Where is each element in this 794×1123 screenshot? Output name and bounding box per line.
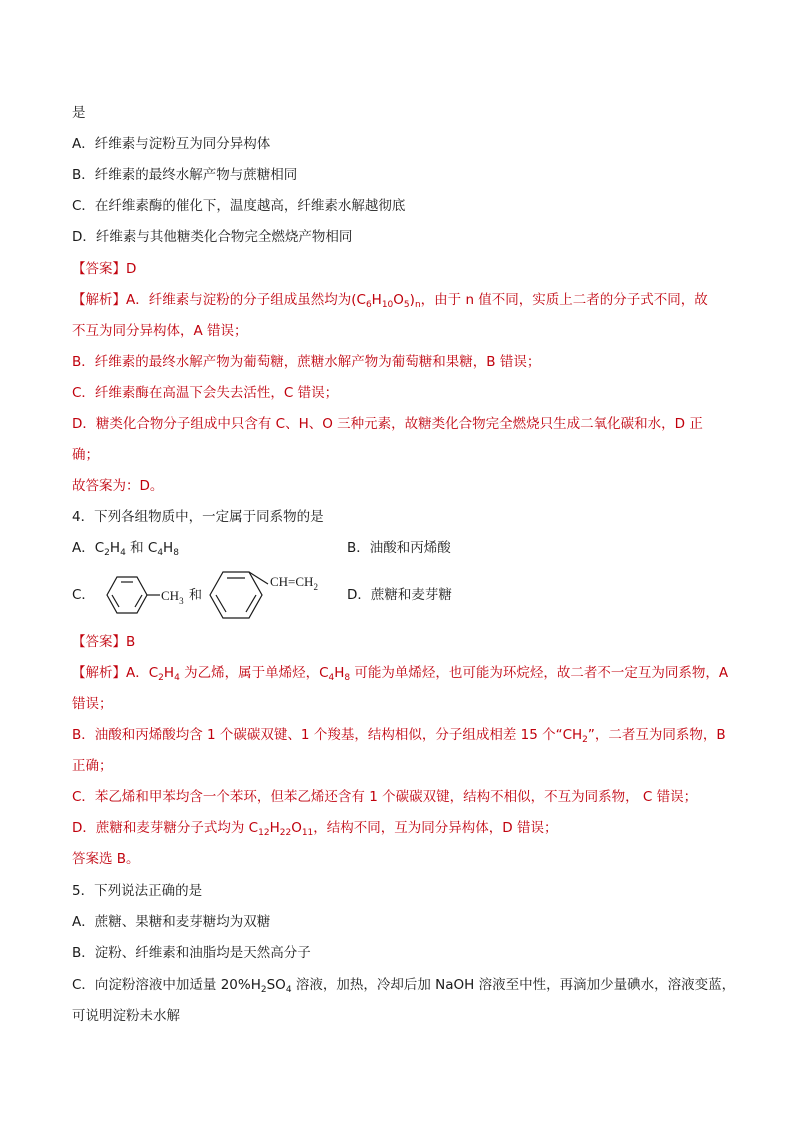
text: 和 C bbox=[125, 540, 158, 556]
q4-option-c-structures bbox=[92, 568, 342, 624]
subscript: 2 bbox=[158, 673, 164, 683]
subscript: 11 bbox=[301, 828, 314, 838]
q4-analysis-d bbox=[72, 818, 557, 838]
benzene-ring-toluene bbox=[107, 577, 160, 613]
text: 溶液，加热，冷却后加 NaOH 溶液至中性，再滴加少量碘水，溶液变蓝， bbox=[291, 977, 736, 993]
text: 为乙烯，属于单烯烃，C bbox=[179, 665, 329, 681]
text: B．油酸和丙烯酸均含 1 个碳碳双键、1 个羧基，结构相似，分子组成相差 15 个“CH bbox=[72, 727, 583, 743]
text: O bbox=[291, 820, 302, 836]
text: A．C bbox=[126, 665, 159, 681]
q4-analysis-a bbox=[72, 663, 728, 683]
q4-stem: 4．下列各组物质中，一定属于同系物的是 bbox=[72, 509, 324, 525]
q3-option-b: B．纤维素的最终水解产物与蔗糖相同 bbox=[72, 167, 298, 183]
q4-analysis-c: C．苯乙烯和甲苯均含一个苯环，但苯乙烯还含有 1 个碳碳双键，结构不相似，不互为同系物， C 错误； bbox=[72, 789, 698, 805]
answer-label: 【答案】 bbox=[72, 261, 126, 277]
analysis-label: 【解析】 bbox=[72, 665, 126, 681]
text: A．纤维素与淀粉的分子组成虽然均为(C bbox=[126, 292, 366, 308]
subscript: 4 bbox=[328, 673, 335, 683]
subscript: n bbox=[414, 300, 421, 310]
q4-option-d: D．蔗糖和麦芽糖 bbox=[347, 587, 452, 603]
q4-option-c-label: C． bbox=[72, 587, 95, 603]
text: ”，二者互为同系物，B bbox=[587, 727, 726, 743]
subscript: 12 bbox=[258, 828, 270, 838]
text: A．C bbox=[72, 540, 105, 556]
q3-conclusion: 故答案为：D。 bbox=[72, 478, 164, 494]
text: ，由于 n 值不同，实质上二者的分子式不同，故 bbox=[420, 292, 708, 308]
q4-option-a bbox=[72, 538, 179, 558]
subscript: 10 bbox=[381, 300, 394, 310]
subscript: 22 bbox=[279, 828, 292, 838]
text: 可能为单烯烃，也可能为环烷烃，故二者不一定互为同系物，A bbox=[350, 665, 729, 681]
subscript: 6 bbox=[365, 300, 372, 310]
text: H bbox=[334, 665, 345, 681]
q5-option-b: B．淀粉、纤维素和油脂均是天然高分子 bbox=[72, 945, 311, 961]
text: H bbox=[163, 665, 175, 681]
subscript: 4 bbox=[174, 673, 180, 683]
subscript: 8 bbox=[344, 673, 351, 683]
subscript: 2 bbox=[582, 735, 588, 745]
q3-stem-tail: 是 bbox=[72, 105, 86, 121]
q5-stem: 5．下列说法正确的是 bbox=[72, 883, 203, 899]
q4-answer bbox=[72, 632, 135, 652]
subscript: 5 bbox=[403, 300, 410, 310]
answer-value: D bbox=[126, 261, 137, 277]
q3-analysis-b: B．纤维素的最终水解产物为葡萄糖，蔗糖水解产物为葡萄糖和果糖，B 错误； bbox=[72, 354, 541, 370]
q4-analysis-b bbox=[72, 725, 726, 745]
subscript: 4 bbox=[285, 985, 292, 995]
subscript: 4 bbox=[120, 548, 126, 558]
vinyl-group-text: $CH=CH_2$ bbox=[270, 574, 318, 592]
subscript: 2 bbox=[104, 548, 110, 558]
text: ，结构不同，互为同分异构体，D 错误； bbox=[313, 820, 558, 836]
text: H bbox=[109, 540, 121, 556]
text: C．向淀粉溶液中加适量 20%H bbox=[72, 977, 261, 993]
q3-analysis-a bbox=[72, 290, 708, 310]
q3-analysis-c: C．纤维素酶在高温下会失去活性，C 错误； bbox=[72, 385, 339, 401]
text: O bbox=[393, 292, 404, 308]
q4-analysis-b-cont: 正确； bbox=[72, 758, 113, 774]
subscript: 8 bbox=[173, 548, 179, 558]
q3-analysis-a-cont: 不互为同分异构体，A 错误； bbox=[72, 323, 248, 339]
q3-option-d: D．纤维素与其他糖类化合物完全燃烧产物相同 bbox=[72, 229, 353, 245]
text: ) bbox=[409, 292, 415, 308]
methyl-group-text: $CH_3$ bbox=[161, 588, 184, 606]
text: SO bbox=[266, 977, 286, 993]
q3-analysis-d-cont: 确； bbox=[72, 447, 99, 463]
text: H bbox=[269, 820, 280, 836]
q3-option-a: A．纤维素与淀粉互为同分异构体 bbox=[72, 136, 271, 152]
q3-analysis-d: D．糖类化合物分子组成中只含有 C、H、O 三种元素，故糖类化合物完全燃烧只生成二氧化碳和水，D 正 bbox=[72, 416, 703, 432]
q3-answer bbox=[72, 259, 136, 279]
benzene-ring-styrene bbox=[210, 572, 268, 618]
and-text: 和 bbox=[189, 588, 203, 603]
q4-option-b: B．油酸和丙烯酸 bbox=[347, 540, 451, 556]
q5-option-c bbox=[72, 975, 735, 995]
q5-option-a: A．蔗糖、果糖和麦芽糖均为双糖 bbox=[72, 914, 271, 930]
answer-label: 【答案】 bbox=[72, 634, 126, 650]
subscript: 4 bbox=[157, 548, 164, 558]
analysis-label: 【解析】 bbox=[72, 292, 126, 308]
text: D．蔗糖和麦芽糖分子式均为 C bbox=[72, 820, 259, 836]
subscript: 2 bbox=[260, 985, 267, 995]
text: H bbox=[371, 292, 382, 308]
q4-analysis-a-cont: 错误； bbox=[72, 696, 113, 712]
answer-value: B bbox=[126, 634, 136, 650]
q5-option-c-cont: 可说明淀粉未水解 bbox=[72, 1008, 180, 1024]
q4-conclusion: 答案选 B。 bbox=[72, 851, 140, 867]
text: H bbox=[163, 540, 174, 556]
q3-option-c: C．在纤维素酶的催化下，温度越高，纤维素水解越彻底 bbox=[72, 198, 406, 214]
